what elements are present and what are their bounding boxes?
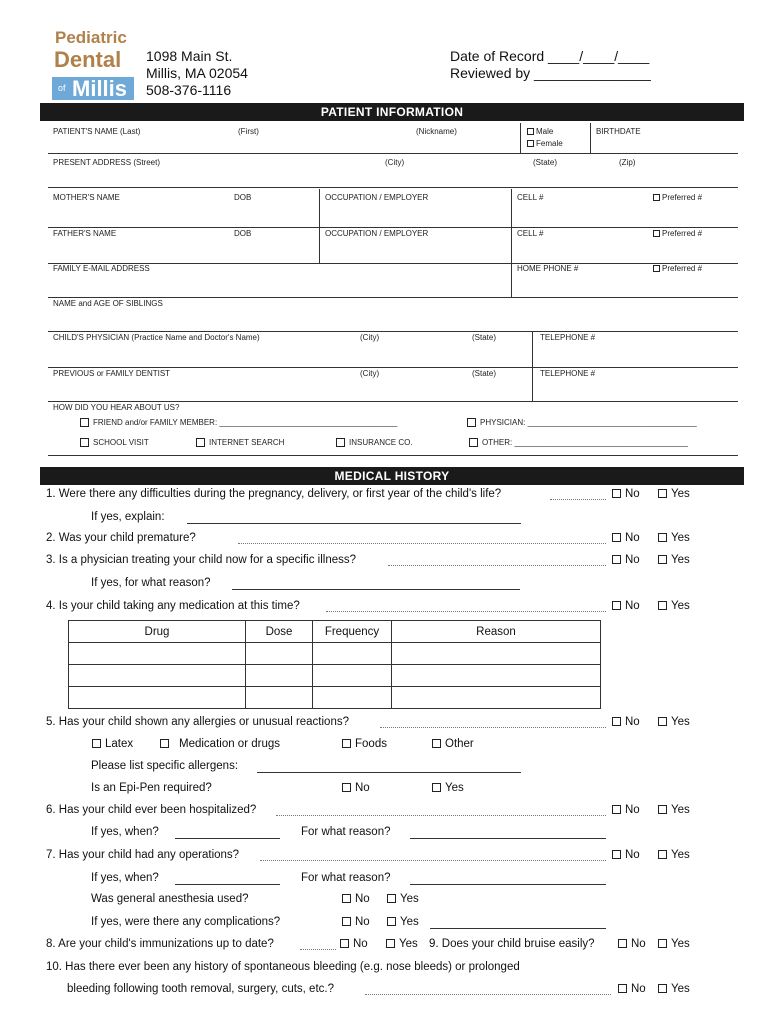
question-6: 6. Has your child ever been hospitalized? (46, 804, 257, 816)
checkbox-box[interactable] (612, 717, 621, 726)
friend-label: FRIEND and/or FAMILY MEMBER: ________________________________________ (93, 418, 398, 427)
checkbox-box[interactable] (653, 194, 660, 201)
question-5: 5. Has your child shown any allergies or unusual reactions? (46, 716, 349, 728)
divider (532, 331, 533, 367)
q6-when-field[interactable] (175, 838, 280, 839)
table-header-row (69, 621, 601, 643)
checkbox-box[interactable] (612, 489, 621, 498)
preferred-label: Preferred # (662, 264, 703, 273)
practice-logo (52, 27, 134, 100)
preferred-label: Preferred # (662, 193, 703, 202)
q1-explain-field[interactable] (187, 523, 521, 524)
checkbox-box[interactable] (80, 418, 89, 427)
address-state-label: (State) (533, 158, 558, 167)
yes-label: Yes (671, 938, 690, 950)
divider (48, 263, 738, 264)
yes-label: Yes (399, 938, 418, 950)
female-checkbox[interactable] (527, 139, 563, 148)
dentist-label: PREVIOUS or FAMILY DENTIST (53, 369, 171, 378)
table-cell[interactable] (392, 643, 601, 665)
leader-dots (276, 815, 606, 816)
patient-info-heading: PATIENT INFORMATION (40, 103, 744, 121)
anesthesia-yes-checkbox[interactable] (387, 893, 419, 905)
divider (532, 367, 533, 401)
q1-yes-checkbox[interactable] (658, 488, 690, 500)
checkbox-box[interactable] (342, 894, 351, 903)
father-preferred-checkbox[interactable] (653, 229, 702, 238)
question-8: 8. Are your child's immunizations up to date? (46, 938, 274, 950)
yes-label: Yes (445, 782, 464, 794)
checkbox-box[interactable] (467, 418, 476, 427)
column-header-frequency: Frequency (313, 621, 392, 643)
patient-nickname-label: (Nickname) (416, 127, 457, 136)
q6-reason-label: For what reason? (301, 826, 391, 838)
table-cell[interactable] (246, 665, 313, 687)
divider (319, 189, 320, 227)
q2-yes-checkbox[interactable] (658, 532, 690, 544)
checkbox-box[interactable] (387, 894, 396, 903)
anesthesia-label: Was general anesthesia used? (91, 893, 249, 905)
yes-label: Yes (671, 532, 690, 544)
foods-checkbox[interactable] (342, 738, 387, 750)
mother-cell-label: CELL # (517, 193, 544, 202)
leader-dots (300, 949, 336, 950)
address-city-label: (City) (385, 158, 405, 167)
checkbox-box[interactable] (340, 939, 349, 948)
physician-city-label: (City) (360, 333, 380, 342)
question-7: 7. Has your child had any operations? (46, 849, 240, 861)
father-name-label: FATHER'S NAME (53, 229, 117, 238)
insurance-checkbox[interactable] (336, 438, 413, 447)
father-cell-label: CELL # (517, 229, 544, 238)
birthdate-label: BIRTHDATE (596, 127, 641, 136)
q6-reason-field[interactable] (410, 838, 606, 839)
female-label: Female (536, 139, 563, 148)
q4-no-checkbox[interactable] (612, 600, 640, 612)
q9-no-checkbox[interactable] (618, 938, 646, 950)
no-label: No (625, 488, 640, 500)
complications-field[interactable] (430, 928, 606, 929)
checkbox-box[interactable] (612, 555, 621, 564)
hear-about-us-label: HOW DID YOU HEAR ABOUT US? (53, 403, 180, 412)
complications-no-checkbox[interactable] (342, 916, 370, 928)
female-checkbox-box[interactable] (527, 140, 534, 147)
dentist-state-label: (State) (472, 369, 497, 378)
q10-yes-checkbox[interactable] (658, 983, 690, 995)
table-cell[interactable] (69, 643, 246, 665)
q3-no-checkbox[interactable] (612, 554, 640, 566)
divider (48, 187, 738, 188)
table-cell[interactable] (246, 687, 313, 709)
patient-last-name-label: PATIENT'S NAME (Last) (53, 127, 141, 136)
q7-no-checkbox[interactable] (612, 849, 640, 861)
allergens-label: Please list specific allergens: (91, 760, 239, 772)
checkbox-box[interactable] (658, 984, 667, 993)
q8-no-checkbox[interactable] (340, 938, 368, 950)
physician-referral-label: PHYSICIAN: ______________________________________ (480, 418, 697, 427)
medication-allergy-checkbox[interactable] (160, 738, 280, 750)
mother-occupation-label: OCCUPATION / EMPLOYER (325, 193, 429, 202)
complications-yes-checkbox[interactable] (387, 916, 419, 928)
leader-dots (550, 499, 606, 500)
divider (520, 123, 521, 153)
q6-no-checkbox[interactable] (612, 804, 640, 816)
no-label: No (631, 983, 646, 995)
yes-label: Yes (671, 983, 690, 995)
checkbox-box[interactable] (653, 230, 660, 237)
yes-label: Yes (671, 804, 690, 816)
yes-label: Yes (671, 488, 690, 500)
divider (48, 401, 738, 402)
other-allergy-checkbox[interactable] (432, 738, 474, 750)
q7-when-field[interactable] (175, 884, 280, 885)
divider (511, 227, 512, 263)
complications-label: If yes, were there any complications? (91, 916, 281, 928)
allergens-field[interactable] (257, 772, 521, 773)
table-cell[interactable] (313, 687, 392, 709)
question-4: 4. Is your child taking any medication at this time? (46, 600, 300, 612)
checkbox-box[interactable] (80, 438, 89, 447)
q7-reason-field[interactable] (410, 884, 606, 885)
no-label: No (625, 804, 640, 816)
q8-yes-checkbox[interactable] (386, 938, 418, 950)
checkbox-box[interactable] (342, 739, 351, 748)
divider (48, 297, 738, 298)
epipen-no-checkbox[interactable] (342, 782, 370, 794)
checkbox-box[interactable] (92, 739, 101, 748)
checkbox-box[interactable] (618, 984, 627, 993)
no-label: No (625, 600, 640, 612)
leader-dots (380, 727, 606, 728)
q5-yes-checkbox[interactable] (658, 716, 690, 728)
yes-label: Yes (400, 893, 419, 905)
table-row[interactable] (69, 665, 601, 687)
divider (590, 123, 591, 153)
other-label: OTHER: _______________________________________ (482, 438, 688, 447)
divider (48, 367, 738, 368)
checkbox-box[interactable] (658, 850, 667, 859)
q3-yes-checkbox[interactable] (658, 554, 690, 566)
divider (48, 153, 738, 154)
reviewed-by[interactable]: Reviewed by _______________ (450, 65, 651, 81)
date-of-record[interactable]: Date of Record ____/____/____ (450, 48, 650, 64)
no-label: No (625, 532, 640, 544)
mother-preferred-checkbox[interactable] (653, 193, 702, 202)
q9-yes-checkbox[interactable] (658, 938, 690, 950)
q10-no-checkbox[interactable] (618, 983, 646, 995)
q3-reason-label: If yes, for what reason? (91, 577, 211, 589)
latex-label: Latex (105, 738, 134, 750)
table-cell[interactable] (313, 643, 392, 665)
question-10-continued: bleeding following tooth removal, surgery, cuts, etc.? (67, 983, 334, 995)
table-cell[interactable] (69, 665, 246, 687)
logo-text-of: of (58, 83, 66, 93)
checkbox-box[interactable] (658, 555, 667, 564)
q7-when-label: If yes, when? (91, 872, 159, 884)
epipen-label: Is an Epi-Pen required? (91, 782, 212, 794)
yes-label: Yes (400, 916, 419, 928)
school-visit-label: SCHOOL VISIT (93, 438, 149, 447)
q1-explain-label: If yes, explain: (91, 511, 165, 523)
table-cell[interactable] (69, 687, 246, 709)
yes-label: Yes (671, 849, 690, 861)
table-row[interactable] (69, 687, 601, 709)
table-cell[interactable] (313, 665, 392, 687)
yes-label: Yes (671, 600, 690, 612)
no-label: No (355, 893, 370, 905)
logo-text-pediatric: Pediatric (55, 28, 127, 47)
male-checkbox-box[interactable] (527, 128, 534, 135)
leader-dots (365, 994, 611, 995)
question-10: 10. Has there ever been any history of spontaneous bleeding (e.g. nose bleeds) or prolonged (46, 961, 520, 973)
question-2: 2. Was your child premature? (46, 532, 196, 544)
no-label: No (353, 938, 368, 950)
checkbox-box[interactable] (612, 601, 621, 610)
divider (511, 189, 512, 227)
divider (48, 455, 738, 456)
checkbox-box[interactable] (196, 438, 205, 447)
latex-checkbox[interactable] (92, 738, 133, 750)
medication-allergy-label: Medication or drugs (179, 738, 280, 750)
mother-name-label: MOTHER'S NAME (53, 193, 120, 202)
leader-dots (388, 565, 606, 566)
mother-dob-label: DOB (234, 193, 252, 202)
no-label: No (355, 916, 370, 928)
physician-telephone-label: TELEPHONE # (540, 333, 596, 342)
dentist-telephone-label: TELEPHONE # (540, 369, 596, 378)
home-phone-label: HOME PHONE # (517, 264, 579, 273)
checkbox-box[interactable] (612, 850, 621, 859)
medical-history-heading: MEDICAL HISTORY (40, 467, 744, 485)
internet-search-label: INTERNET SEARCH (209, 438, 285, 447)
other-checkbox[interactable] (469, 438, 688, 447)
question-1: 1. Were there any difficulties during the pregnancy, delivery, or first year of the child's life? (46, 488, 502, 500)
phone-number: 508-376-1116 (146, 82, 232, 98)
table-row[interactable] (69, 643, 601, 665)
address-line-2: Millis, MA 02054 (146, 65, 248, 81)
column-header-reason: Reason (392, 621, 601, 643)
checkbox-box[interactable] (342, 917, 351, 926)
address-line-1: 1098 Main St. (146, 48, 233, 64)
table-cell[interactable] (392, 687, 601, 709)
checkbox-box[interactable] (469, 438, 478, 447)
checkbox-box[interactable] (160, 739, 169, 748)
home-preferred-checkbox[interactable] (653, 264, 702, 273)
q7-reason-label: For what reason? (301, 872, 391, 884)
question-3: 3. Is a physician treating your child now for a specific illness? (46, 554, 357, 566)
logo-text-dental: Dental (54, 47, 122, 72)
checkbox-box[interactable] (653, 265, 660, 272)
checkbox-box[interactable] (432, 783, 441, 792)
checkbox-box[interactable] (618, 939, 627, 948)
medication-table (68, 620, 601, 709)
column-header-drug: Drug (69, 621, 246, 643)
table-cell[interactable] (246, 643, 313, 665)
insurance-label: INSURANCE CO. (349, 438, 413, 447)
leader-dots (260, 860, 606, 861)
epipen-yes-checkbox[interactable] (432, 782, 464, 794)
physician-referral-checkbox[interactable] (467, 418, 697, 427)
checkbox-box[interactable] (342, 783, 351, 792)
q6-yes-checkbox[interactable] (658, 804, 690, 816)
male-checkbox[interactable] (527, 127, 553, 136)
column-header-dose: Dose (246, 621, 313, 643)
address-street-label: PRESENT ADDRESS (Street) (53, 158, 160, 167)
yes-label: Yes (671, 716, 690, 728)
checkbox-box[interactable] (387, 917, 396, 926)
checkbox-box[interactable] (658, 601, 667, 610)
q5-no-checkbox[interactable] (612, 716, 640, 728)
yes-label: Yes (671, 554, 690, 566)
q3-reason-field[interactable] (232, 589, 520, 590)
divider (319, 227, 320, 263)
checkbox-box[interactable] (658, 717, 667, 726)
father-dob-label: DOB (234, 229, 252, 238)
other-allergy-label: Other (445, 738, 474, 750)
no-label: No (625, 716, 640, 728)
logo-text-millis: Millis (72, 76, 128, 100)
male-label: Male (536, 127, 554, 136)
no-label: No (625, 849, 640, 861)
checkbox-box[interactable] (658, 489, 667, 498)
preferred-label: Preferred # (662, 229, 703, 238)
q2-no-checkbox[interactable] (612, 532, 640, 544)
leader-dots (238, 543, 606, 544)
father-occupation-label: OCCUPATION / EMPLOYER (325, 229, 429, 238)
checkbox-box[interactable] (336, 438, 345, 447)
dentist-city-label: (City) (360, 369, 380, 378)
checkbox-box[interactable] (658, 533, 667, 542)
anesthesia-no-checkbox[interactable] (342, 893, 370, 905)
foods-label: Foods (355, 738, 387, 750)
table-cell[interactable] (392, 665, 601, 687)
divider (48, 227, 738, 228)
no-label: No (631, 938, 646, 950)
no-label: No (355, 782, 370, 794)
leader-dots (326, 611, 606, 612)
siblings-label: NAME and AGE OF SIBLINGS (53, 299, 163, 308)
physician-label: CHILD'S PHYSICIAN (Practice Name and Doctor's Name) (53, 333, 260, 342)
checkbox-box[interactable] (386, 939, 395, 948)
divider (511, 263, 512, 297)
patient-first-name-label: (First) (238, 127, 259, 136)
checkbox-box[interactable] (612, 533, 621, 542)
divider (48, 331, 738, 332)
q4-yes-checkbox[interactable] (658, 600, 690, 612)
q7-yes-checkbox[interactable] (658, 849, 690, 861)
question-9: 9. Does your child bruise easily? (429, 938, 595, 950)
checkbox-box[interactable] (658, 805, 667, 814)
family-email-label: FAMILY E-MAIL ADDRESS (53, 264, 150, 273)
checkbox-box[interactable] (432, 739, 441, 748)
checkbox-box[interactable] (612, 805, 621, 814)
internet-search-checkbox[interactable] (196, 438, 284, 447)
q1-no-checkbox[interactable] (612, 488, 640, 500)
address-zip-label: (Zip) (619, 158, 636, 167)
checkbox-box[interactable] (658, 939, 667, 948)
physician-state-label: (State) (472, 333, 497, 342)
friend-checkbox[interactable] (80, 418, 397, 427)
no-label: No (625, 554, 640, 566)
school-visit-checkbox[interactable] (80, 438, 149, 447)
q6-when-label: If yes, when? (91, 826, 159, 838)
